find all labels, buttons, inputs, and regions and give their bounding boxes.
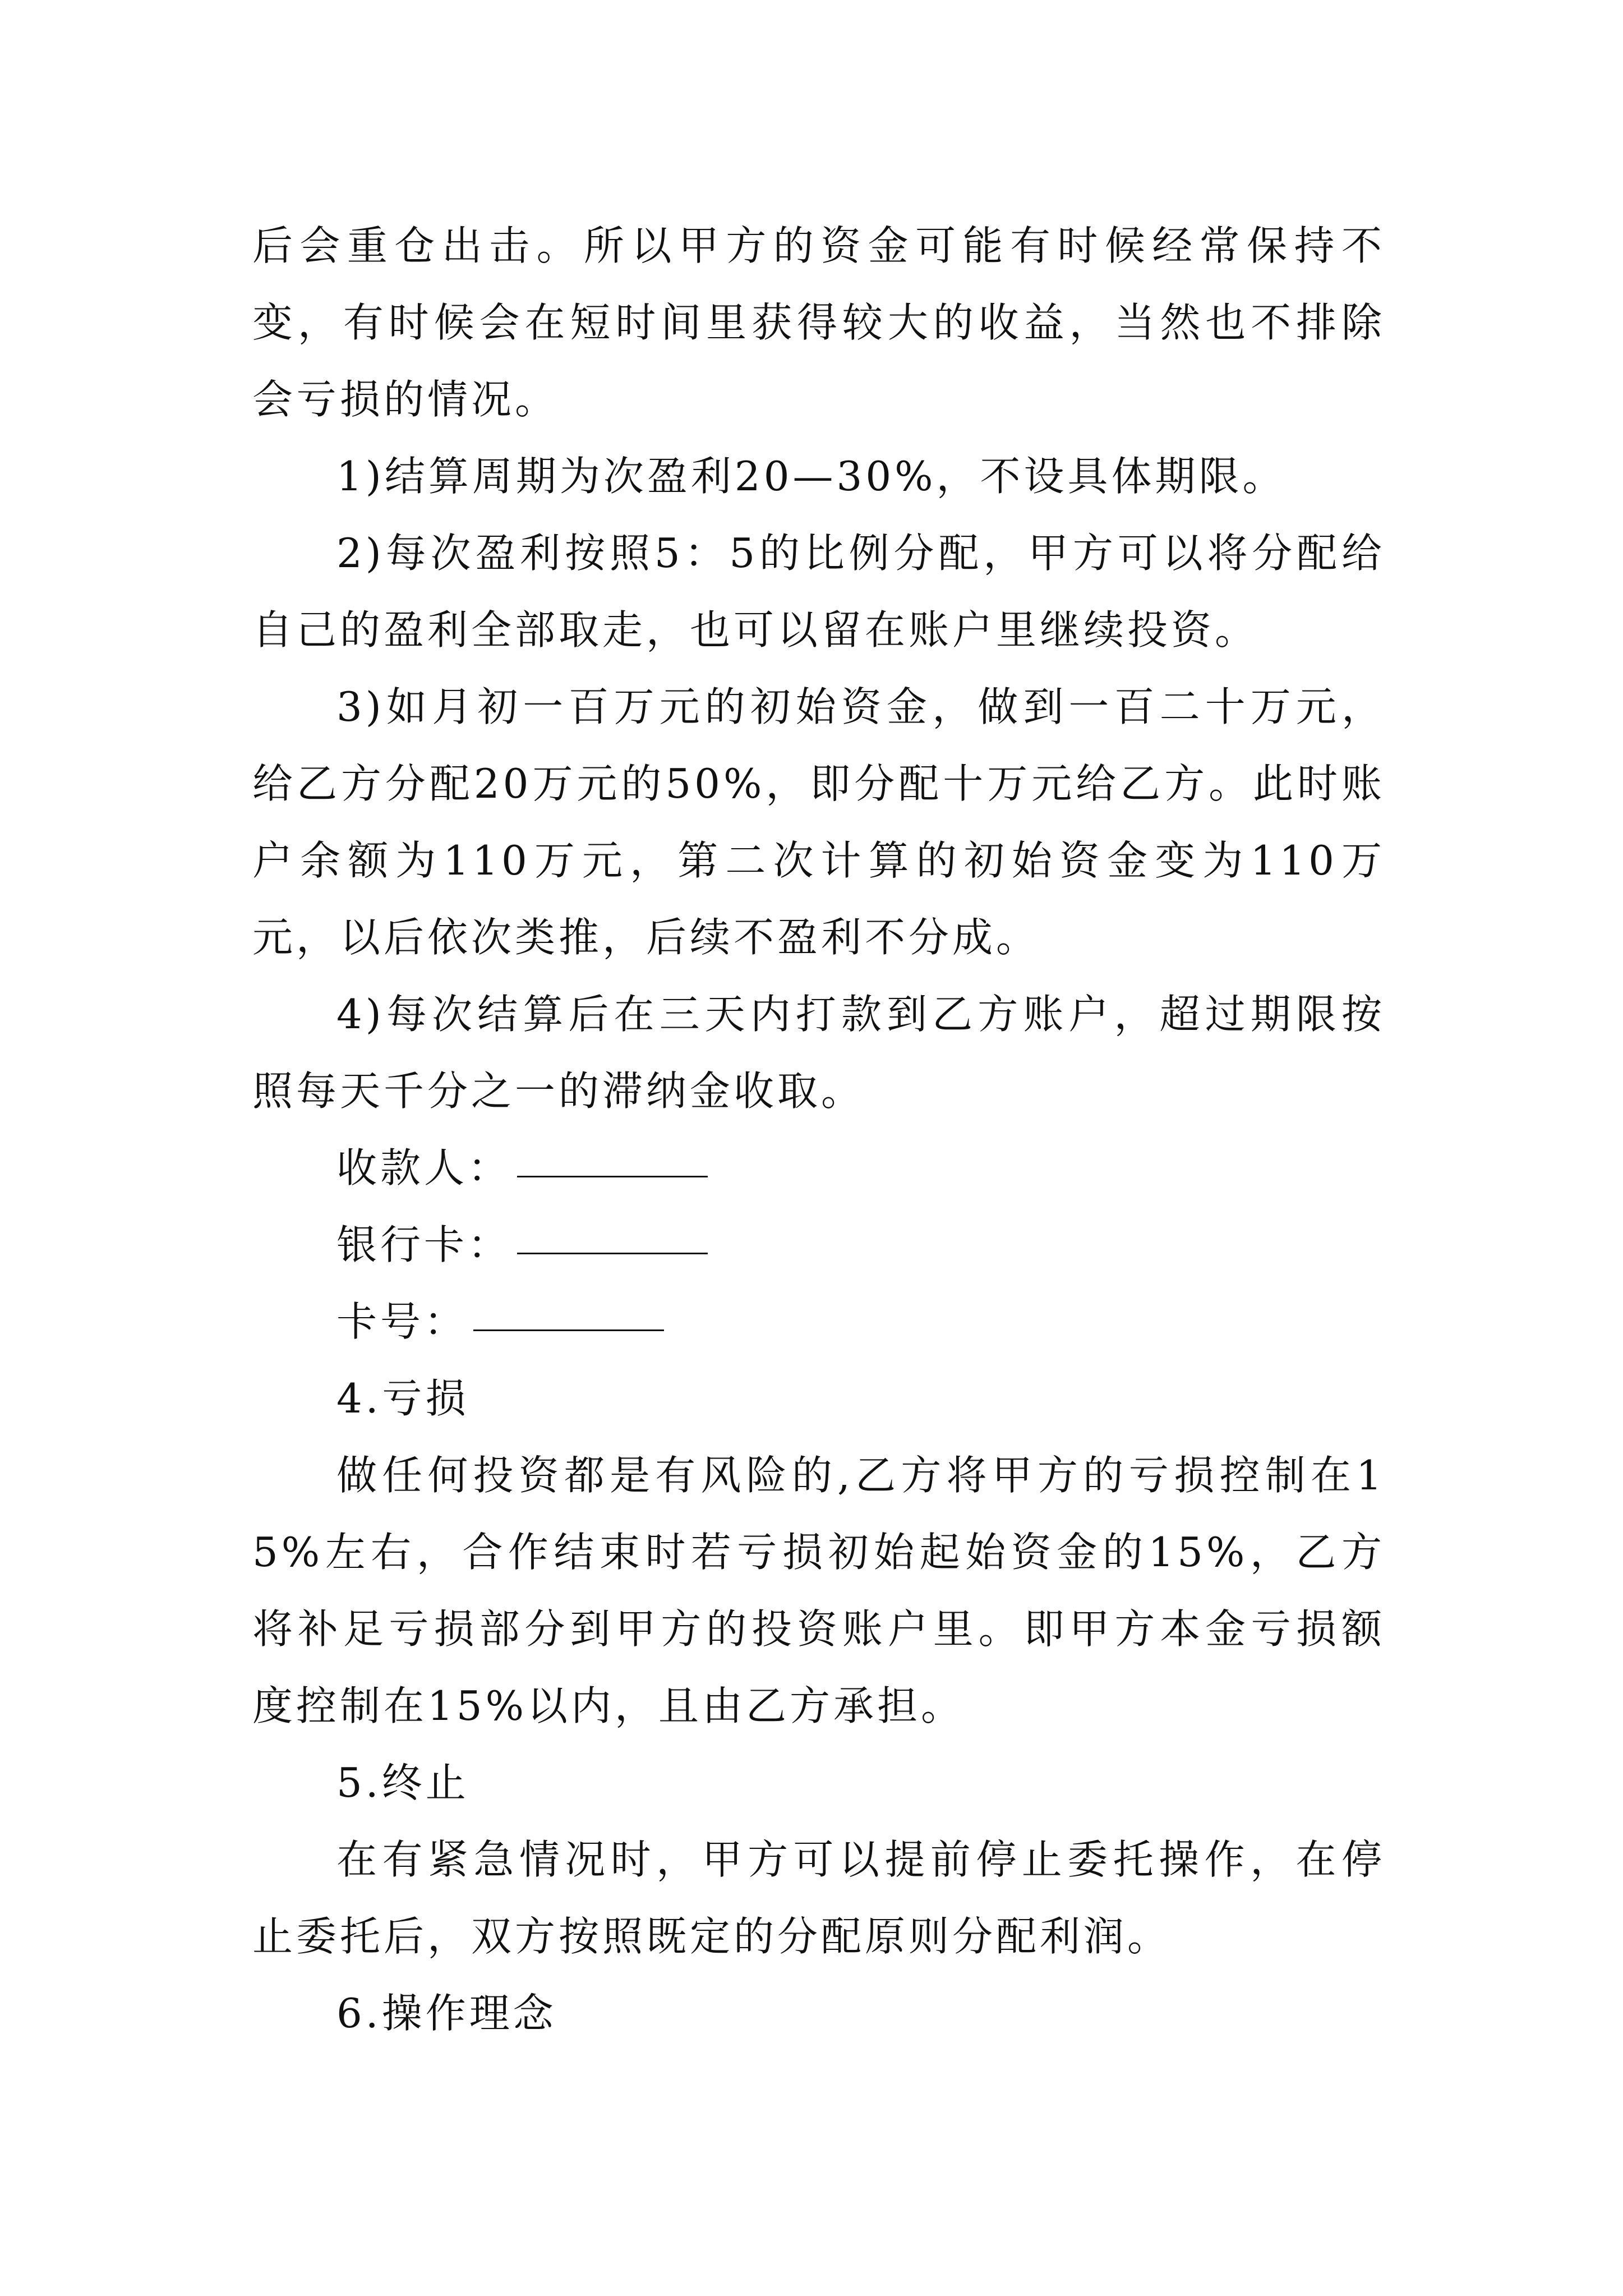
paragraph-settlement-period: 1)结算周期为次盈利20—30%，不设具体期限。 [336, 453, 1287, 500]
section-heading-loss: 4.亏损 [336, 1375, 469, 1422]
card-number-label: 卡号： [336, 1298, 468, 1345]
payee-blank-line [517, 1176, 708, 1177]
bank-card-field-row [252, 1207, 1385, 1283]
section-body-loss: 做任何投资都是有风险的,乙方将甲方的亏损控制在15%左右，合作结束时若亏损初始起始资金的15%，乙方将补足亏损部分到甲方的投资账户里。即甲方本金亏损额度控制在15%以内，且由乙方承担。 [252, 1452, 1385, 1729]
section-heading-operation-philosophy: 6.操作理念 [336, 1990, 557, 2037]
paragraph-example: 3)如月初一百万元的初始资金，做到一百二十万元，给乙方分配20万元的50%，即分配十万元给乙方。此时账户余额为110万元，第二次计算的初始资金变为110万元，以后依次类推，后续不盈利不分成。 [252, 683, 1385, 961]
payee-label: 收款人： [336, 1144, 512, 1191]
card-number-blank-line [473, 1329, 664, 1331]
bank-card-blank-line [517, 1253, 708, 1254]
paragraph-continuation: 后会重仓出击。所以甲方的资金可能有时候经常保持不变，有时候会在短时间里获得较大的收益，当然也不排除会亏损的情况。 [252, 222, 1385, 423]
payee-field-row [252, 1130, 1385, 1207]
document-body [252, 208, 1385, 2052]
paragraph-profit-split: 2)每次盈利按照5：5的比例分配，甲方可以将分配给自己的盈利全部取走，也可以留在账户里继续投资。 [252, 530, 1385, 654]
paragraph-payment-deadline: 4)每次结算后在三天内打款到乙方账户，超过期限按照每天千分之一的滞纳金收取。 [252, 991, 1385, 1115]
card-number-field-row [252, 1283, 1385, 1360]
section-body-termination: 在有紧急情况时，甲方可以提前停止委托操作，在停止委托后，双方按照既定的分配原则分配利润。 [252, 1836, 1385, 1960]
section-heading-termination: 5.终止 [336, 1759, 469, 1806]
bank-card-label: 银行卡： [336, 1221, 512, 1268]
